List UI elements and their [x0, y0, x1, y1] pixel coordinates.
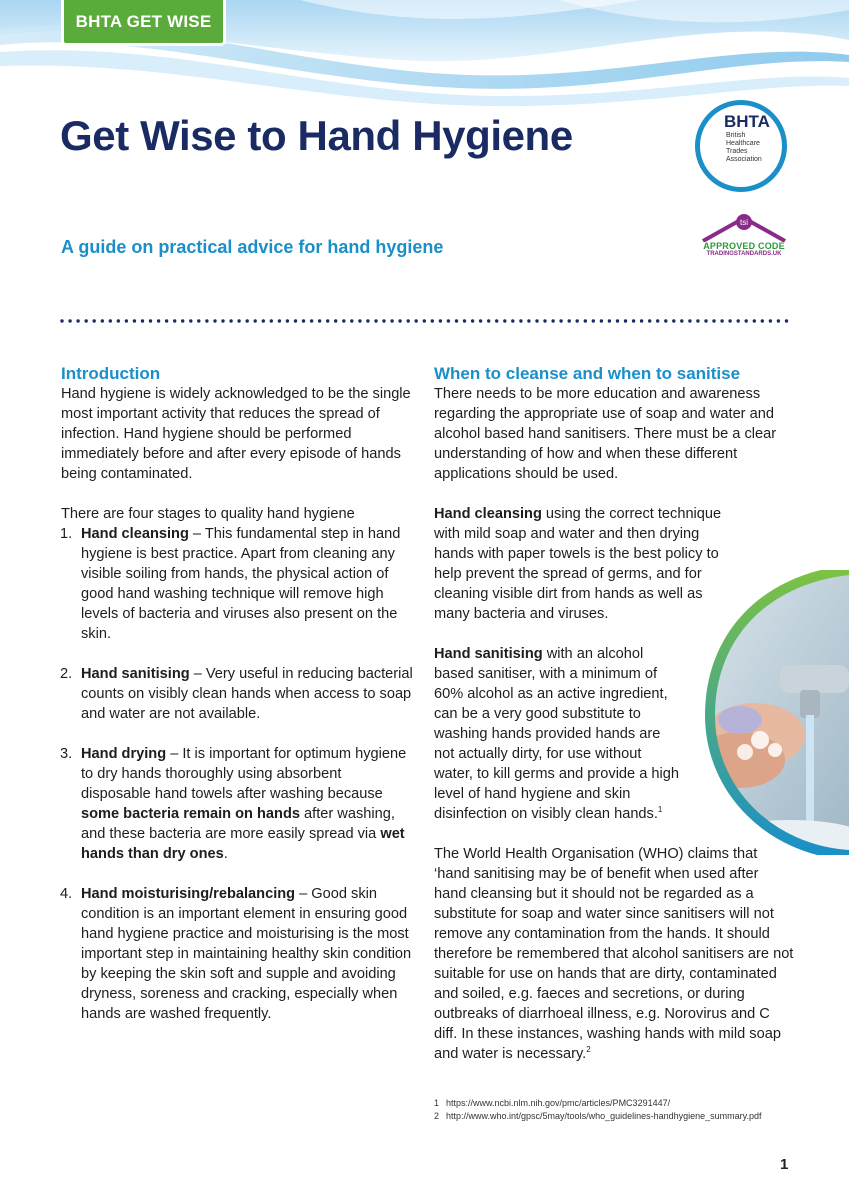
bhta-logo: [695, 100, 787, 192]
who-text: The World Health Organisation (WHO) claims that ‘hand sanitising may be of benefit when used after hand cleansing but it should not be regarded as a substitute for soap and water since sanitisers will not remove any contamination from the hands. It should therefore be remembered that alcohol sanitisers are not suitable for use on hands that are dirty, contaminated and soiled, e.g. faeces and secretions, or during outbreaks of diarrhoeal illness, e.g. Norovirus and C diff. In these instances, washing hands with mild soap and water is necessary.: [434, 846, 794, 1062]
tsi-mark-text: tsi: [740, 218, 748, 227]
list-item: [61, 664, 413, 724]
introduction-heading: Introduction: [61, 364, 161, 383]
stage-text: – Good skin condition is an important element in ensuring good hand hygiene practice and moisturising is the most important step in maintaining healthy skin condition by keeping the skin soft and supple and avoiding dryness, soreness and cracking, especially when hands are washed frequently.: [81, 886, 412, 1022]
stages-intro: There are four stages to quality hand hygiene: [61, 506, 355, 522]
stage-text: .: [223, 846, 228, 862]
stage-text: – Very useful in reducing bacterial counts on visibly clean hands when access to soap and water are not available.: [81, 666, 413, 722]
footnote-ref: 1: [657, 805, 663, 815]
stage-text: – It is important for optimum hygiene to dry hands thoroughly using absorbent disposable hand towels after washing because: [81, 746, 407, 802]
list-item-number: 1.: [60, 526, 73, 542]
stages-list: [61, 524, 413, 1024]
tsi-approved-code-text: APPROVED CODE: [703, 241, 785, 251]
footnote-number: 2: [434, 1111, 440, 1121]
stage-title: Hand moisturising/rebalancing: [81, 886, 296, 902]
stage-title: Hand drying: [81, 746, 167, 762]
list-item: [61, 744, 413, 864]
footnote-1: [434, 1097, 762, 1110]
left-column: [61, 363, 413, 1024]
who-paragraph: [434, 844, 794, 1064]
sanitising-text: with an alcohol based sanitiser, with a minimum of 60% alcohol as an active ingredient, can be a very good substitute to washing hands provided hands are not actually dirty, for use without water, to kill germs and provide a high level of hand hygiene and skin disinfection on visibly clean hands.: [434, 646, 679, 822]
sanitising-title: Hand sanitising: [434, 646, 543, 662]
footnote-link[interactable]: http://www.who.int/gpsc/5may/tools/who_guidelines-handhygiene_summary.pdf: [446, 1111, 762, 1121]
introduction-paragraph: Hand hygiene is widely acknowledged to be the single most important activity that reduces the spread of infection. Hand hygiene should be performed immediately before and after every episode of hands being contaminated.: [61, 386, 411, 482]
list-item: [61, 524, 413, 644]
tsi-roof-icon: [701, 212, 787, 242]
tsi-site-text: TRADINGSTANDARDS.UK: [706, 251, 782, 257]
stage-text: after washing, and these bacteria are more easily spread via: [81, 806, 395, 842]
footnote-number: 1: [434, 1098, 440, 1108]
dotted-divider: [60, 316, 792, 326]
page-title: Get Wise to Hand Hygiene: [60, 112, 573, 159]
page-number: 1: [780, 1156, 789, 1173]
footnote-2: [434, 1110, 762, 1123]
list-item: [61, 884, 413, 1024]
stage-title: Hand cleansing: [81, 526, 189, 542]
footnote-link[interactable]: https://www.ncbi.nlm.nih.gov/pmc/articles/PMC3291447/: [446, 1098, 671, 1108]
list-item-number: 2.: [60, 666, 73, 682]
footnotes: [434, 1097, 762, 1123]
bhta-logo-fullname: British Healthcare Trades Association: [726, 132, 762, 163]
tsi-approved-code-logo: [700, 212, 788, 264]
page-subtitle: A guide on practical advice for hand hygiene: [61, 237, 444, 257]
hand-washing-photo: [670, 570, 849, 855]
stage-emphasis: some bacteria remain on hands: [81, 806, 300, 822]
bhta-logo-name: BHTA: [724, 112, 770, 131]
stage-emphasis: wet hands than dry ones: [81, 826, 405, 862]
sanitising-paragraph: [434, 644, 679, 824]
when-paragraph: There needs to be more education and awareness regarding the appropriate use of soap and water and alcohol based hand sanitisers. There must be a clear understanding of how and when these different applications should be used.: [434, 386, 777, 482]
footnote-ref: 2: [586, 1045, 591, 1055]
stage-title: Hand sanitising: [81, 666, 190, 682]
list-item-number: 3.: [60, 746, 73, 762]
section-tag: BHTA GET WISE: [61, 0, 226, 46]
when-heading: When to cleanse and when to sanitise: [434, 364, 741, 383]
list-item-number: 4.: [60, 886, 73, 902]
cleansing-text: using the correct technique with mild soap and water and then drying hands with paper towels is the best policy to help prevent the spread of germs, and for cleaning visible dirt from hands as well as many bacteria and viruses.: [434, 506, 722, 622]
cleansing-title: Hand cleansing: [434, 506, 542, 522]
stage-text: – This fundamental step in hand hygiene is best practice. Apart from cleaning any visible soiling from hands, the physical action of good hand washing technique will remove high levels of bacteria and viruses also present on the skin.: [81, 526, 401, 642]
